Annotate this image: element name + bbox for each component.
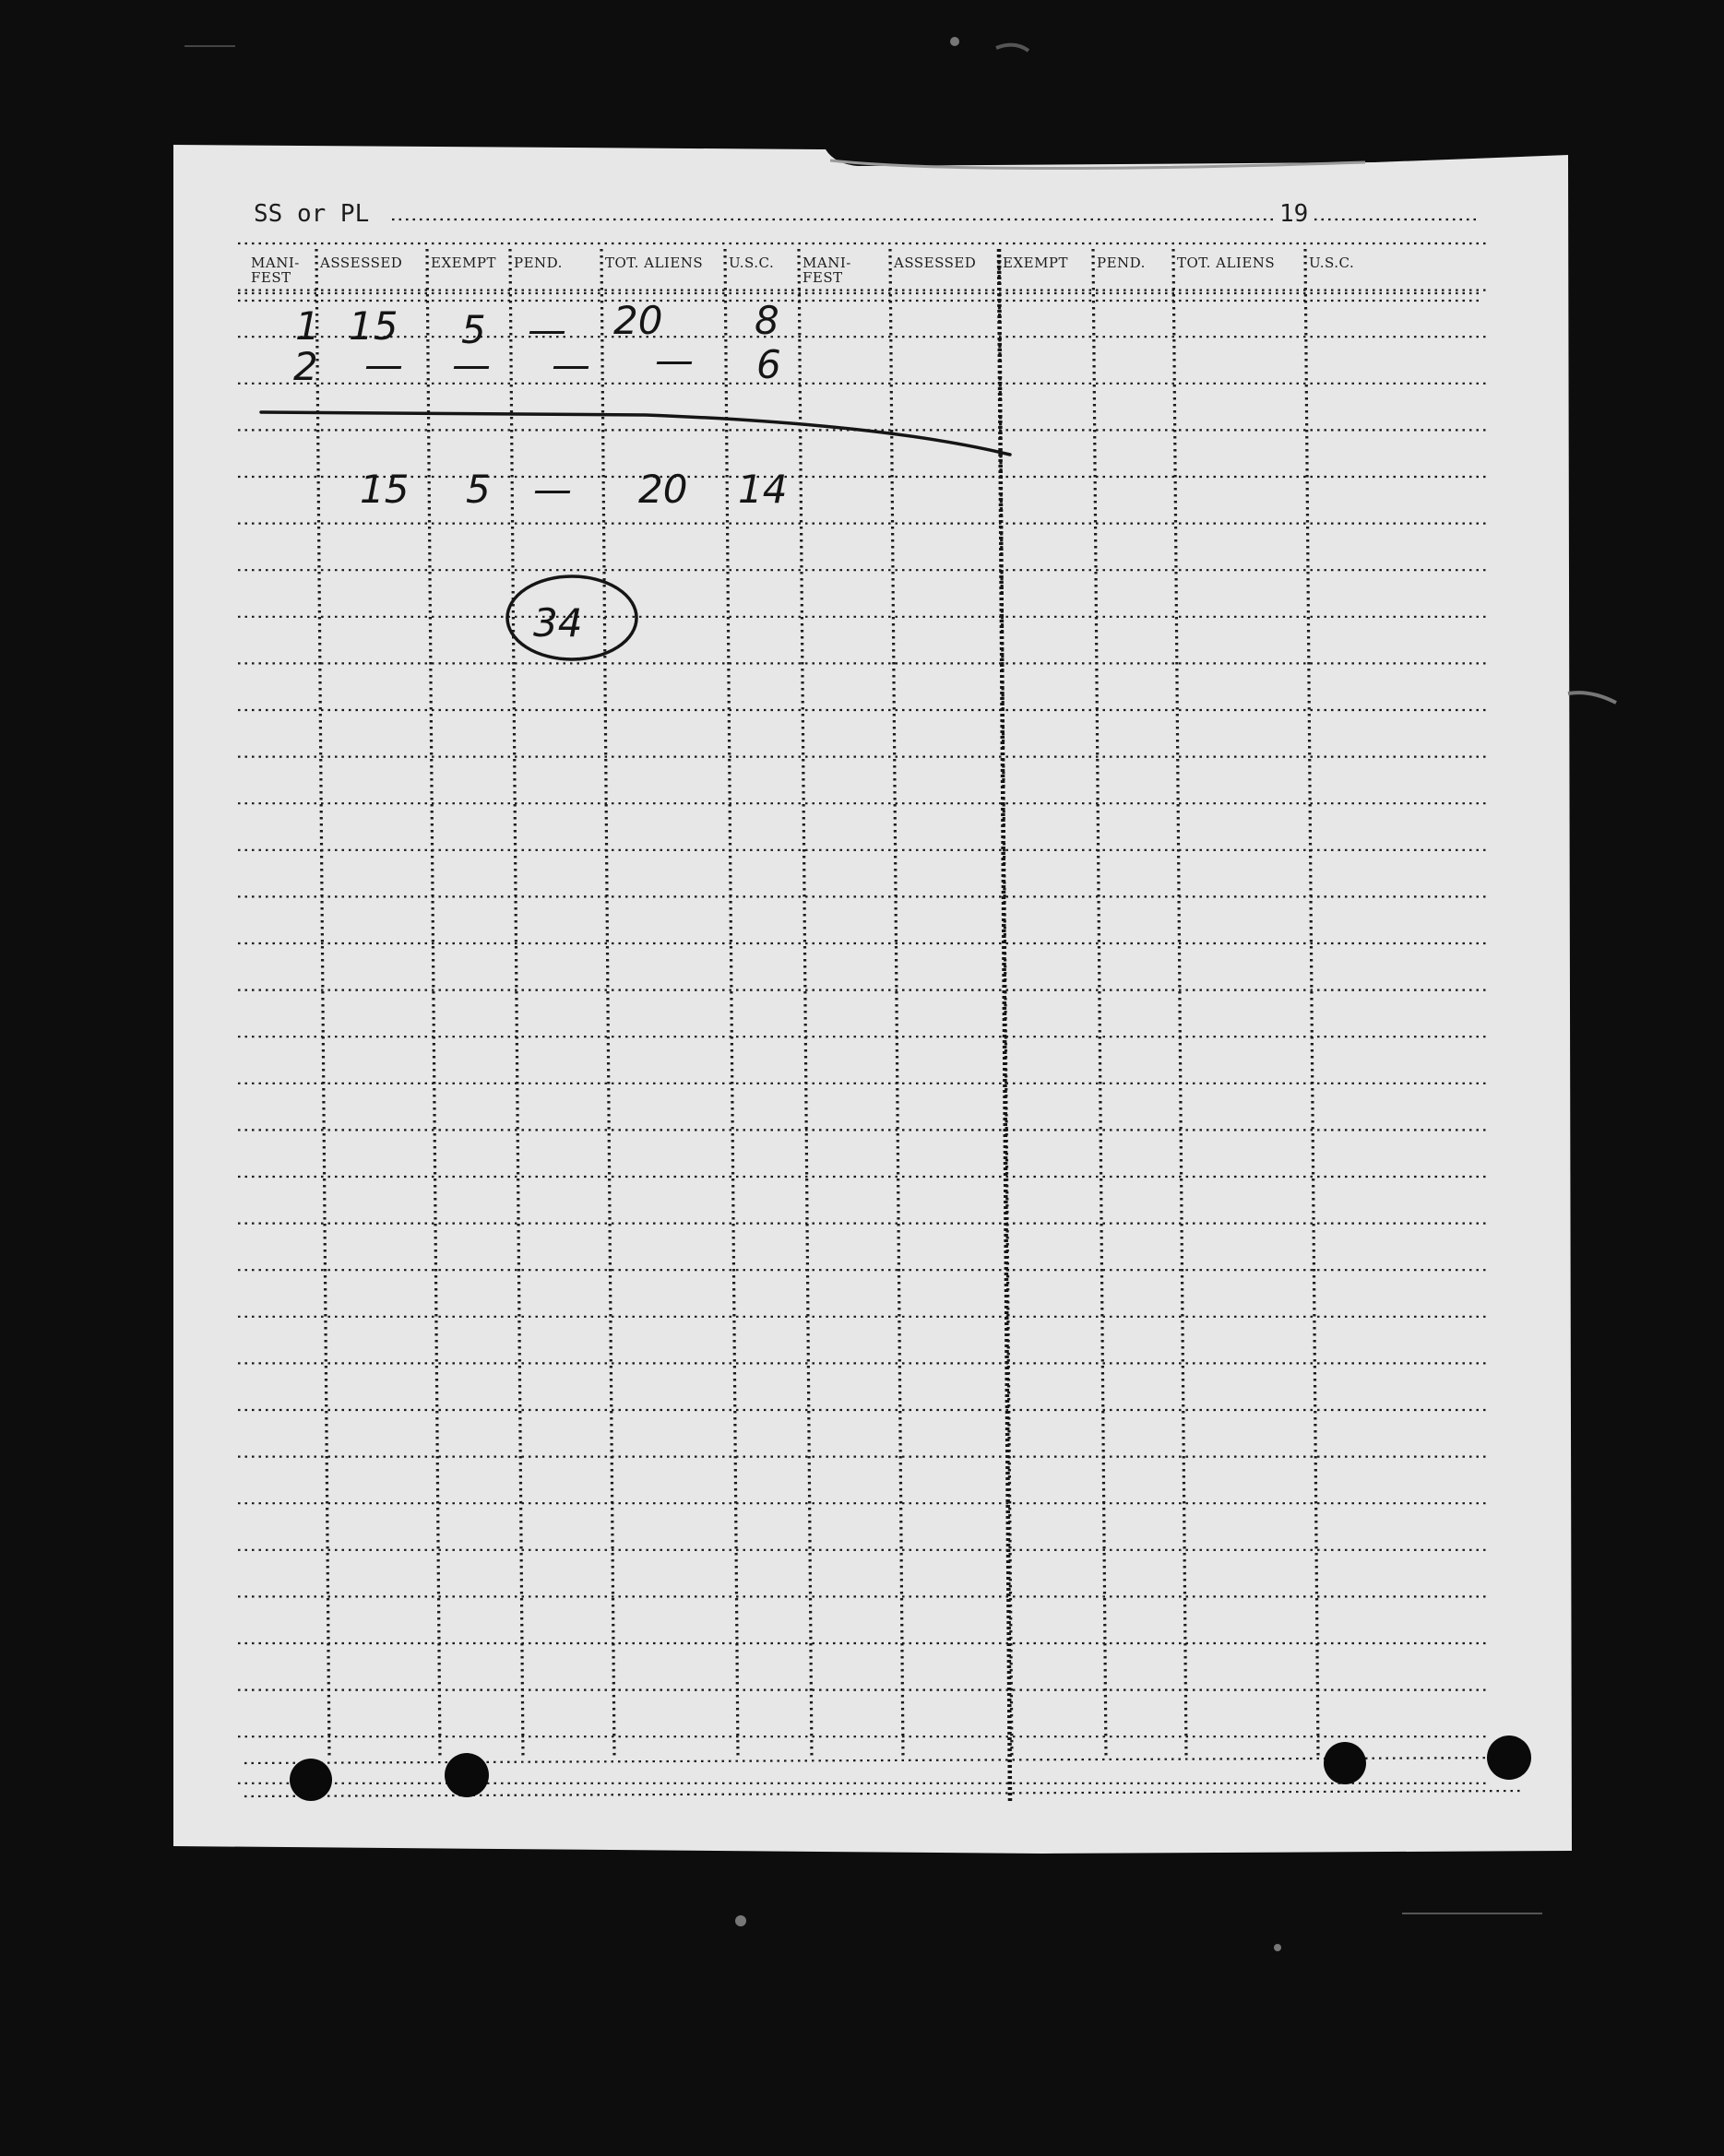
column-header-manifest-line2: FEST bbox=[251, 269, 291, 286]
total-tot-aliens: 20 bbox=[638, 467, 688, 512]
row1-exempt: 5 bbox=[461, 307, 486, 352]
row2-assessed: — bbox=[364, 342, 403, 387]
column-header-usc: U.S.C. bbox=[729, 255, 775, 271]
grand-total: 34 bbox=[533, 600, 583, 646]
row1-tot-aliens: 20 bbox=[613, 298, 663, 343]
column-header-exempt_2: EXEMPT bbox=[1003, 255, 1069, 271]
row1-assessed: 15 bbox=[349, 303, 398, 349]
column-header-pend: PEND. bbox=[514, 255, 563, 271]
total-usc: 14 bbox=[738, 467, 788, 512]
column-header-usc_2: U.S.C. bbox=[1309, 255, 1355, 271]
column-header-manifest_2-line2: FEST bbox=[803, 269, 843, 286]
row2-manifest: 2 bbox=[293, 344, 318, 389]
row1-usc: 8 bbox=[755, 298, 779, 343]
total-assessed: 15 bbox=[360, 467, 410, 512]
total-pend: — bbox=[533, 467, 572, 512]
column-header-tot_aliens: TOT. ALIENS bbox=[605, 255, 704, 271]
paper-sheet bbox=[173, 145, 1572, 1854]
column-header-assessed_2: ASSESSED bbox=[894, 255, 977, 271]
total-exempt: 5 bbox=[466, 467, 491, 512]
column-header-manifest_2: MANI- bbox=[803, 255, 851, 271]
year-prefix: 19 bbox=[1279, 200, 1309, 228]
row2-pend: — bbox=[552, 342, 590, 387]
row1-pend: — bbox=[528, 307, 566, 352]
column-header-assessed: ASSESSED bbox=[320, 255, 403, 271]
column-header-tot_aliens_2: TOT. ALIENS bbox=[1177, 255, 1276, 271]
column-header-manifest: MANI- bbox=[251, 255, 300, 271]
row2-exempt: — bbox=[452, 342, 491, 387]
column-header-exempt: EXEMPT bbox=[431, 255, 497, 271]
row2-usc: 6 bbox=[756, 342, 781, 387]
vessel-label: SS or PL bbox=[254, 200, 370, 228]
row2-tot-aliens: — bbox=[655, 338, 694, 383]
row1-manifest: 1 bbox=[295, 303, 320, 349]
column-header-pend_2: PEND. bbox=[1097, 255, 1146, 271]
